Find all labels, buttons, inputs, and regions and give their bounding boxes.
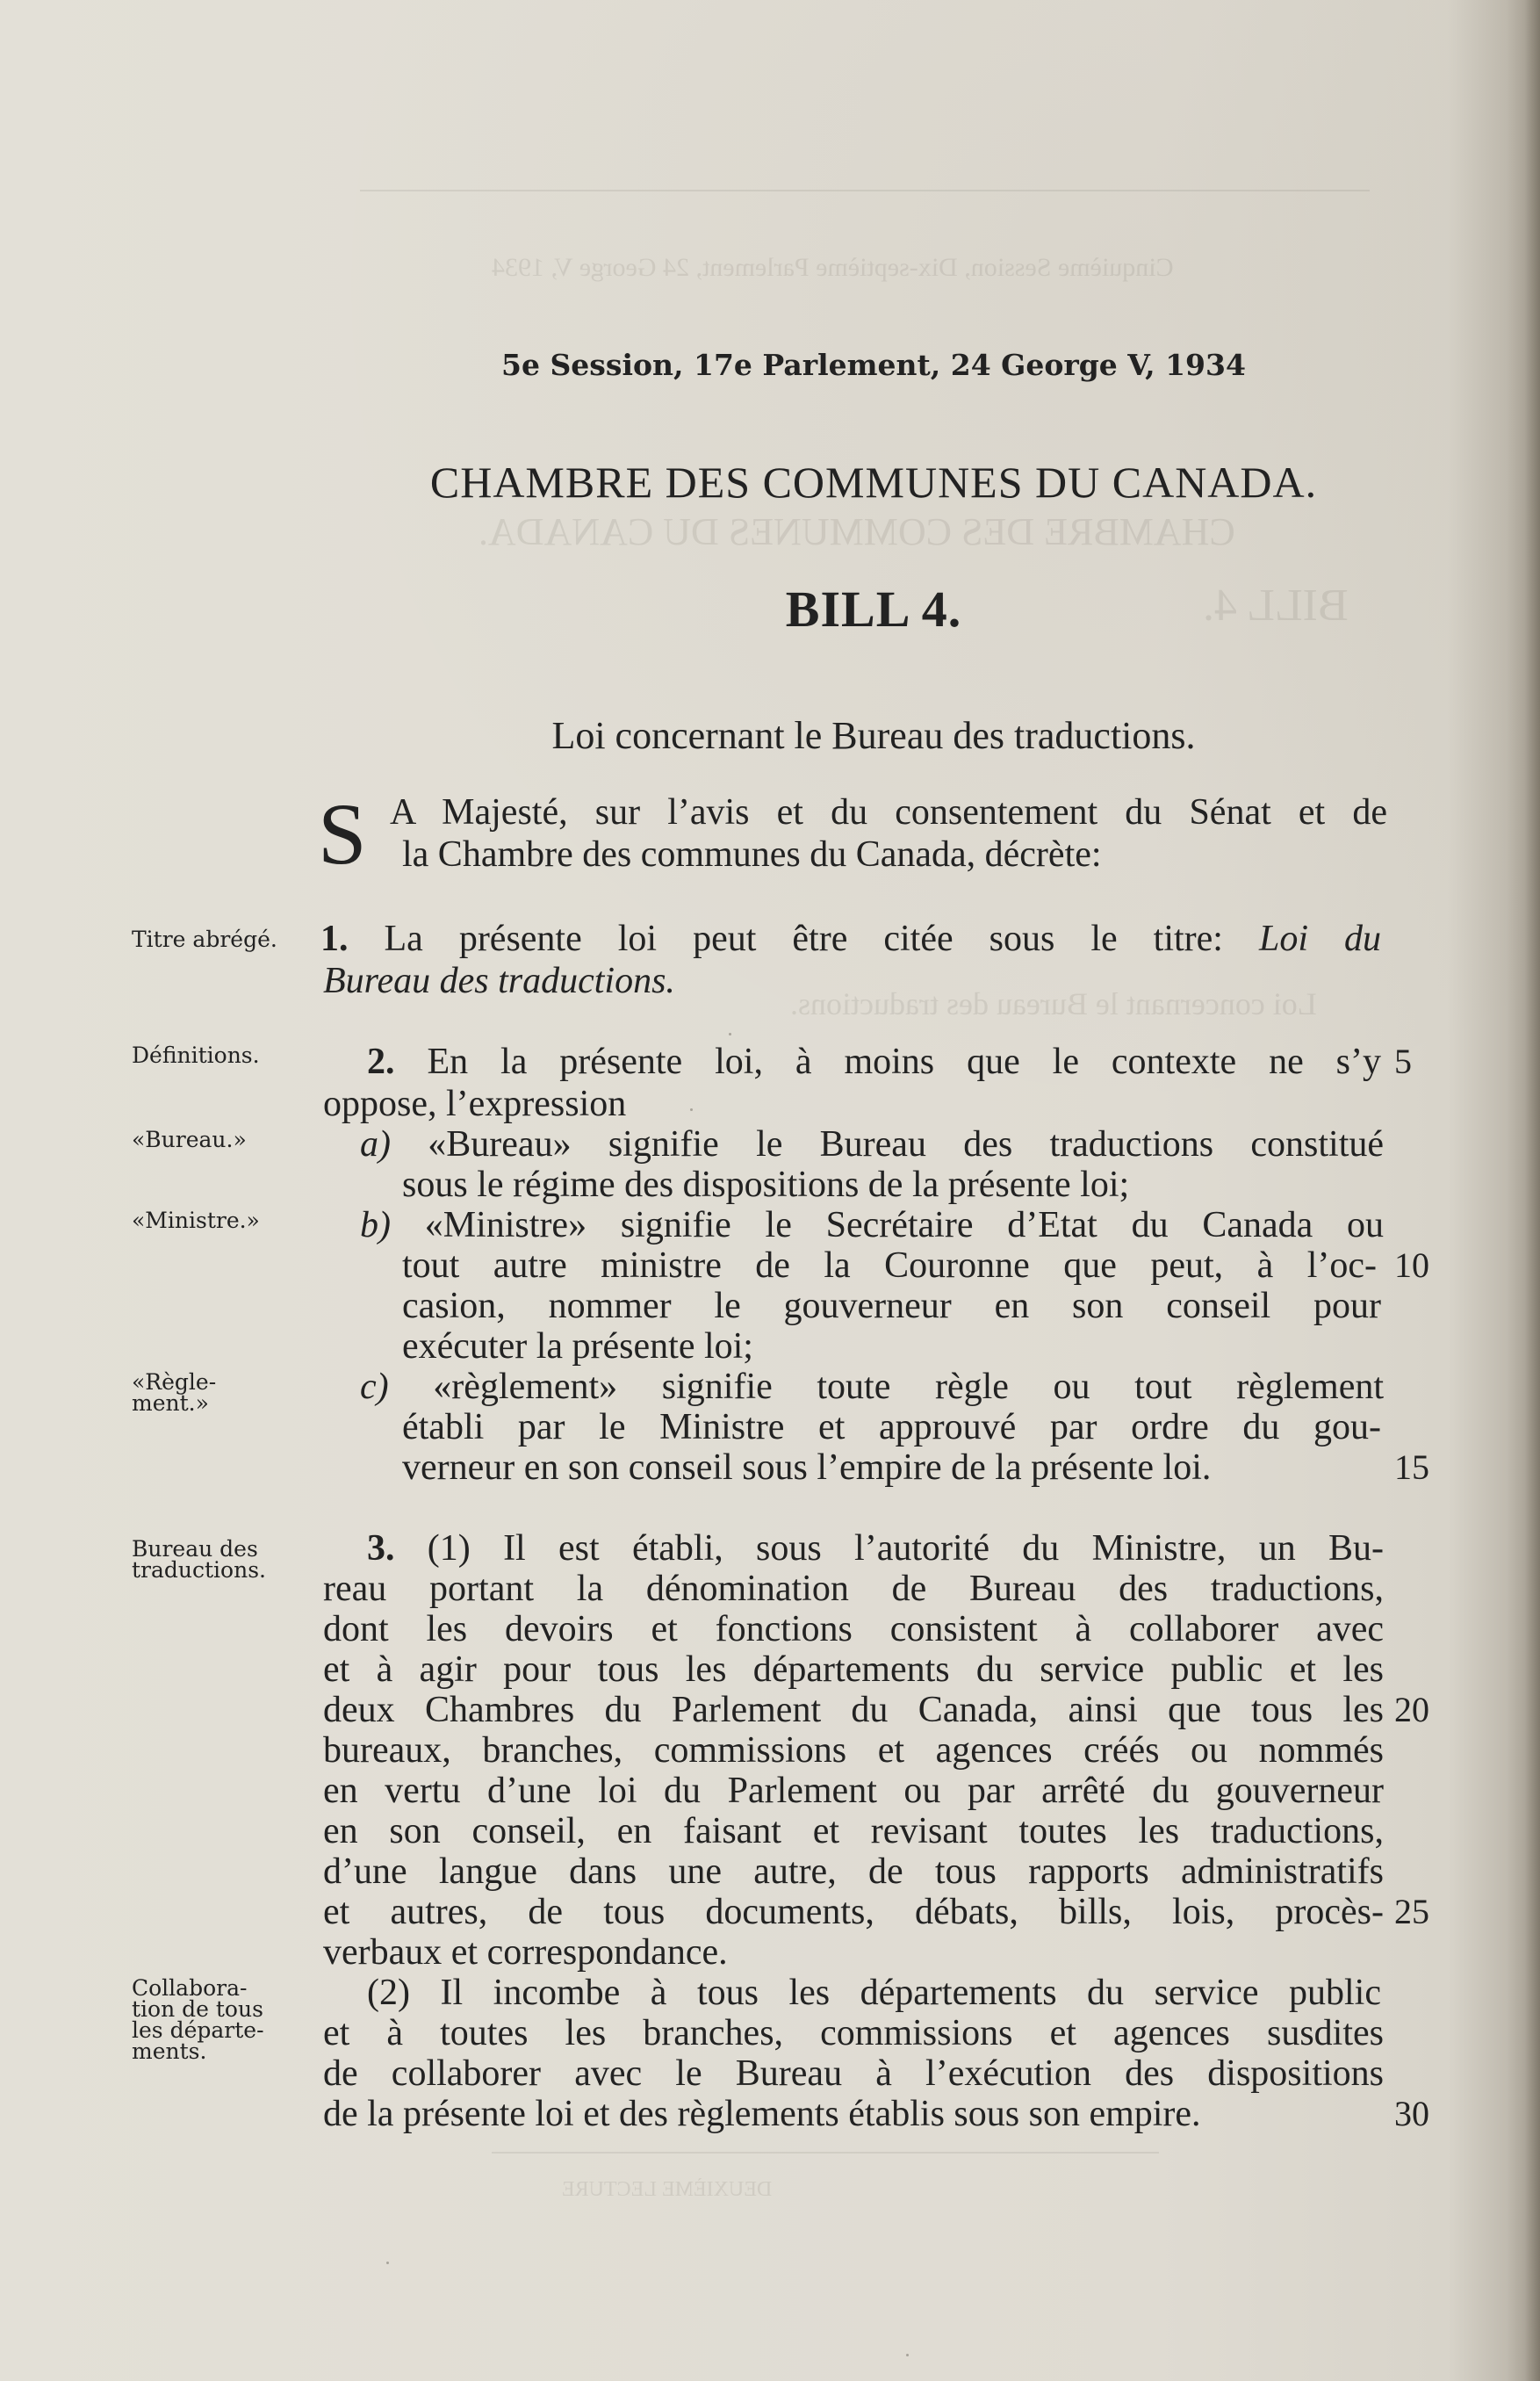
section-3-line-4: et à agir pour tous les départements du service public et les — [323, 1649, 1384, 1690]
section-3-line-1 — [367, 1528, 1384, 1569]
definition-c-line-3: verneur en son conseil sous l’empire de la présente loi. — [402, 1447, 1212, 1488]
definition-c-line-1 — [360, 1367, 1384, 1407]
page-edge-shadow — [1507, 0, 1540, 2381]
definition-a-line-2: sous le régime des dispositions de la présente loi; — [402, 1165, 1130, 1205]
section-3-line-9: d’une langue dans une autre, de tous rapports administratifs — [323, 1851, 1384, 1892]
section-number: 2. — [367, 1042, 395, 1082]
line-number: 5 — [1394, 1042, 1412, 1081]
section-2-text: En la présente loi, à moins que le contexte ne s’y — [427, 1042, 1381, 1082]
line-number: 20 — [1394, 1690, 1429, 1729]
bleed-through-text: Cinquième Session, Dix-septième Parlement, 24 George V, 1934 — [492, 253, 1174, 282]
bleed-through-rule — [360, 190, 1370, 191]
margin-note-bureau: «Bureau.» — [132, 1127, 247, 1152]
section-3-line-5: deux Chambres du Parlement du Canada, ainsi que tous les — [323, 1690, 1384, 1730]
section-3-subsection-2-line-4: de la présente loi et des règlements établis sous son empire. — [323, 2094, 1201, 2134]
definition-text: «Ministre» signifie le Secrétaire d’Etat du Canada ou — [424, 1205, 1384, 1245]
margin-note-definitions: Définitions. — [132, 1043, 260, 1068]
preamble-line-2: la Chambre des communes du Canada, décrète: — [402, 834, 1102, 875]
paper-speck — [386, 2262, 389, 2264]
section-1-text: La présente loi peut être citée sous le titre: — [384, 919, 1223, 959]
definition-c-line-2: établi par le Ministre et approuvé par ordre du gou- — [402, 1407, 1381, 1447]
paper-speck — [906, 2354, 909, 2356]
margin-note-short-title: Titre abrégé. — [132, 927, 277, 952]
section-3-line-10: et autres, de tous documents, débats, bills, lois, procès- — [323, 1892, 1384, 1932]
section-1-italic-title: Loi du — [1258, 919, 1382, 959]
line-number: 30 — [1394, 2094, 1429, 2133]
bleed-through-text: Loi concernant le Bureau des traductions. — [790, 986, 1317, 1021]
section-3-text: (1) Il est établi, sous l’autorité du Ministre, un Bu- — [427, 1528, 1384, 1569]
definition-label: b) — [360, 1205, 391, 1245]
line-number: 15 — [1394, 1447, 1429, 1487]
section-3-line-8: en son conseil, en faisant et revisant toutes les traductions, — [323, 1811, 1384, 1851]
section-3-line-3: dont les devoirs et fonctions consistent à collaborer avec — [323, 1609, 1384, 1649]
bleed-through-text: DEUXIÈME LECTURE — [562, 2178, 773, 2201]
section-number: 3. — [367, 1528, 395, 1569]
line-number: 25 — [1394, 1892, 1429, 1931]
margin-note-collaboration: Collabora- tion de tous les départe- ments. — [132, 1975, 264, 2064]
paper-speck — [729, 1033, 731, 1035]
definition-label: a) — [360, 1124, 391, 1165]
section-2-line-2: oppose, l’expression — [323, 1084, 627, 1124]
margin-note-bureau-des-traductions: Bureau des traductions. — [132, 1536, 266, 1583]
section-3-line-2: reau portant la dénomination de Bureau des traductions, — [323, 1569, 1384, 1609]
section-2-line-1 — [367, 1042, 1381, 1082]
definition-label: c) — [360, 1367, 389, 1407]
section-3-subsection-2-line-1: (2) Il incombe à tous les départements du service public — [367, 1973, 1381, 2013]
chamber-title: CHAMBRE DES COMMUNES DU CANADA. — [429, 458, 1318, 507]
preamble-dropcap: S — [318, 785, 367, 883]
definition-b-line-2: tout autre ministre de la Couronne que peut, à l’oc- — [402, 1245, 1377, 1286]
line-number: 10 — [1394, 1245, 1429, 1285]
margin-note-reglement: «Règle- ment.» — [132, 1369, 217, 1416]
paper-speck — [690, 1108, 693, 1111]
definition-b-line-3: casion, nommer le gouverneur en son conseil pour — [402, 1286, 1381, 1326]
definition-b-line-4: exécuter la présente loi; — [402, 1326, 753, 1367]
session-line: 5e Session, 17e Parlement, 24 George V, 1934 — [501, 348, 1246, 382]
definition-b-line-1 — [360, 1205, 1384, 1245]
bleed-through-rule — [492, 2152, 1159, 2154]
bill-number: BILL 4. — [785, 581, 962, 638]
bleed-through-text: BILL 4. — [1203, 581, 1349, 631]
section-number: 1. — [320, 919, 349, 959]
section-3-line-11: verbaux et correspondance. — [323, 1932, 728, 1973]
section-3-subsection-2-line-2: et à toutes les branches, commissions et agences susdites — [323, 2013, 1384, 2053]
section-3-line-6: bureaux, branches, commissions et agences créés ou nommés — [323, 1730, 1384, 1771]
section-3-line-7: en vertu d’une loi du Parlement ou par arrêté du gouverneur — [323, 1771, 1384, 1811]
definition-text: «Bureau» signifie le Bureau des traductions constitué — [428, 1124, 1385, 1165]
definition-text: «règlement» signifie toute règle ou tout règlement — [433, 1367, 1385, 1407]
section-3-subsection-2-line-3: de collaborer avec le Bureau à l’exécution des dispositions — [323, 2053, 1384, 2094]
bleed-through-text: CHAMBRE DES COMMUNES DU CANADA. — [479, 510, 1235, 553]
definition-a-line-1 — [360, 1124, 1384, 1165]
bill-title: Loi concernant le Bureau des traductions. — [551, 714, 1196, 757]
section-1-line-2: Bureau des traductions. — [323, 961, 675, 1001]
section-1-line-1 — [320, 919, 1381, 959]
margin-note-ministre: «Ministre.» — [132, 1208, 260, 1233]
preamble-line-1: A Majesté, sur l’avis et du consentement du Sénat et de — [390, 792, 1387, 833]
